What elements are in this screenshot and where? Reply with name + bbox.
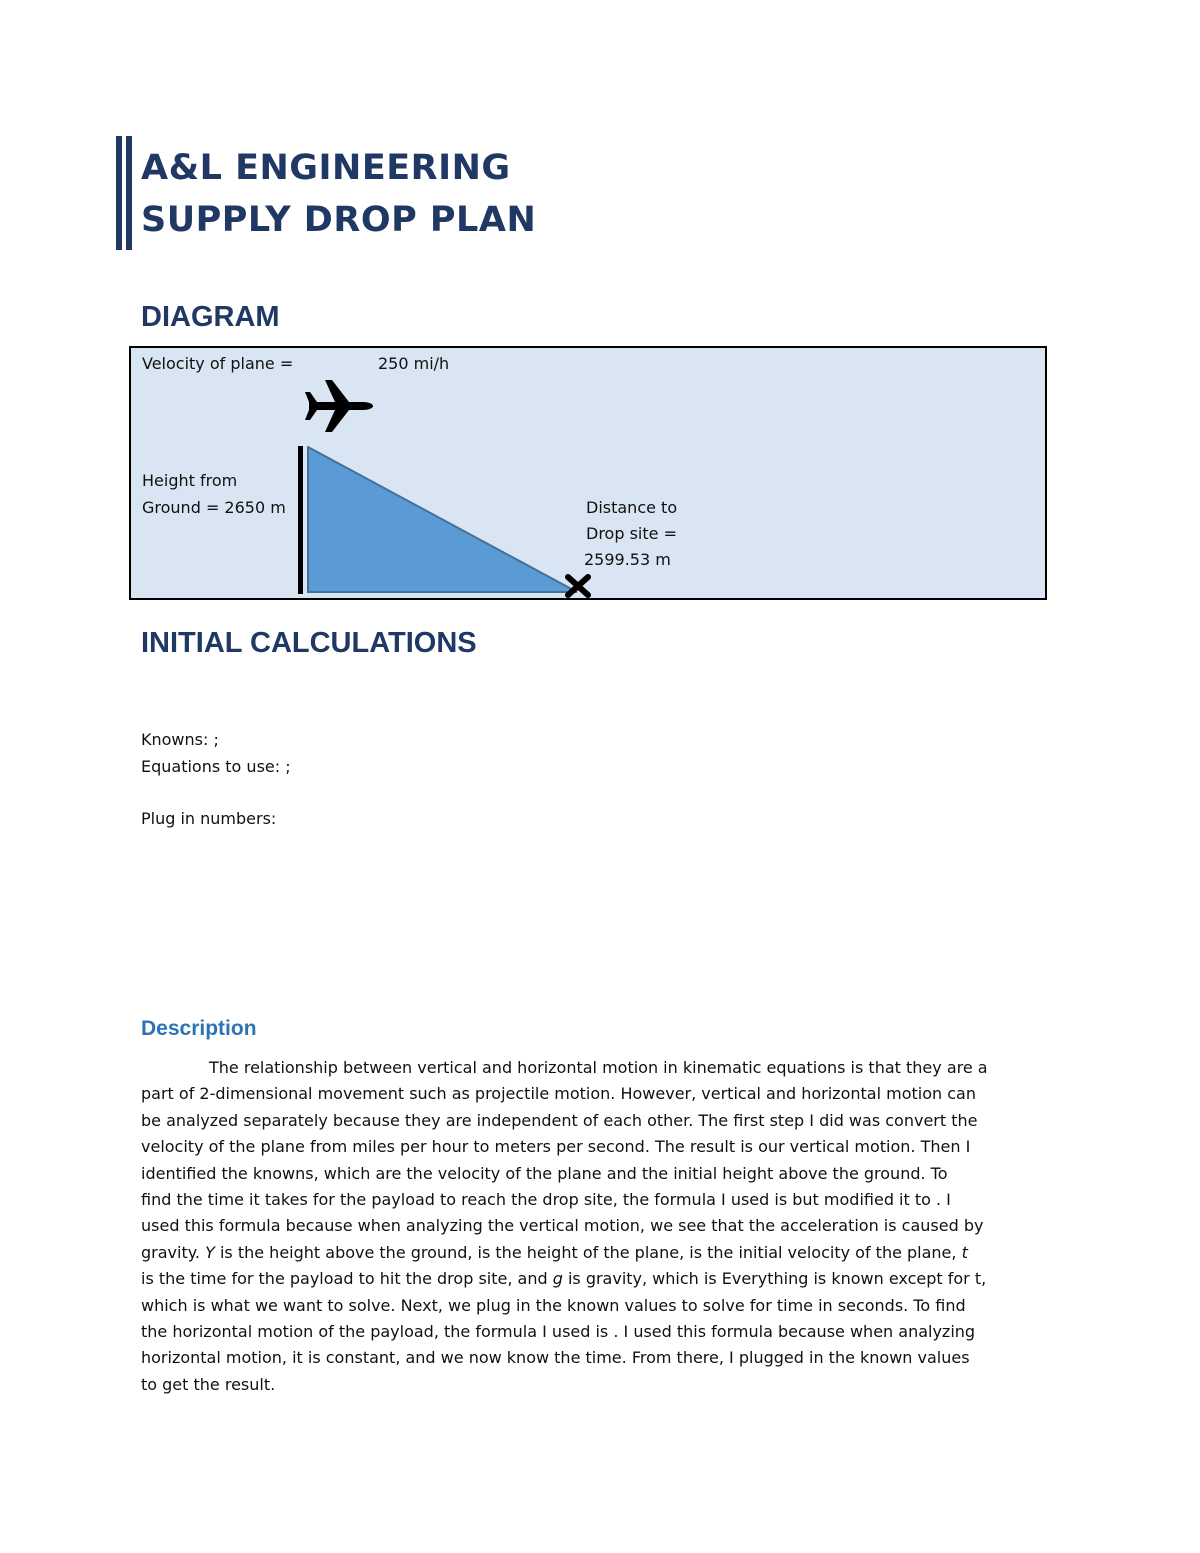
airplane-icon — [305, 378, 375, 434]
title-company: A&L ENGINEERING — [141, 148, 511, 188]
description-paragraph — [141, 1055, 1059, 1398]
velocity-value: 250 mi/h — [378, 354, 450, 373]
distance-label-line1: Distance to — [586, 498, 678, 517]
height-label-line1: Height from — [142, 471, 238, 490]
drop-site-x-icon — [565, 574, 591, 598]
paragraph-line: gravity. Y is the height above the ground, is the height of the plane, is the initial velocity of the plane, t — [141, 1242, 968, 1262]
paragraph-line: part of 2-dimensional movement such as projectile motion. However, vertical and horizontal motion can — [141, 1084, 976, 1104]
calculations-heading: INITIAL CALCULATIONS — [141, 627, 477, 659]
paragraph-line: be analyzed separately because they are independent of each other. The first step I did was convert the — [141, 1110, 978, 1130]
equations-text: Equations to use: ; — [141, 757, 291, 776]
title-accent-bar — [126, 136, 132, 250]
paragraph-line: used this formula because when analyzing the vertical motion, we see that the acceleration is caused by — [141, 1216, 984, 1236]
diagram-box — [129, 346, 1047, 600]
distance-label-line2: Drop site = — [586, 524, 677, 543]
trajectory-triangle — [307, 446, 589, 594]
distance-label-line3: 2599.53 m — [584, 550, 671, 569]
height-marker-line — [298, 446, 303, 594]
paragraph-line: find the time it takes for the payload to reach the drop site, the formula I used is but modified it to . I — [141, 1190, 951, 1210]
paragraph-line: horizontal motion, it is constant, and we now know the time. From there, I plugged in the known values — [141, 1348, 970, 1368]
knowns-text: Knowns: ; — [141, 730, 219, 749]
variable-t: t — [961, 1242, 968, 1262]
description-heading: Description — [141, 1017, 257, 1040]
paragraph-line: is the time for the payload to hit the drop site, and g is gravity, which is Everything is known except for t, — [141, 1269, 987, 1289]
variable-g: g — [552, 1269, 563, 1289]
paragraph-line: to get the result. — [141, 1374, 276, 1394]
plug-in-text: Plug in numbers: — [141, 809, 277, 828]
paragraph-line: the horizontal motion of the payload, the formula I used is . I used this formula because when analyzing — [141, 1322, 976, 1342]
title-accent-bar — [116, 136, 122, 250]
height-label-line2: Ground = 2650 m — [142, 498, 286, 517]
paragraph-line: velocity of the plane from miles per hour to meters per second. The result is our vertical motion. Then I — [141, 1137, 971, 1157]
diagram-heading: DIAGRAM — [141, 301, 280, 333]
title-document: SUPPLY DROP PLAN — [141, 200, 537, 240]
paragraph-line: which is what we want to solve. Next, we plug in the known values to solve for time in seconds. To find — [141, 1295, 966, 1315]
paragraph-line: identified the knowns, which are the velocity of the plane and the initial height above the ground. To — [141, 1163, 948, 1183]
velocity-label: Velocity of plane = — [142, 354, 294, 373]
paragraph-line: The relationship between vertical and horizontal motion in kinematic equations is that they are a — [209, 1058, 988, 1077]
variable-y: Y — [205, 1242, 215, 1262]
